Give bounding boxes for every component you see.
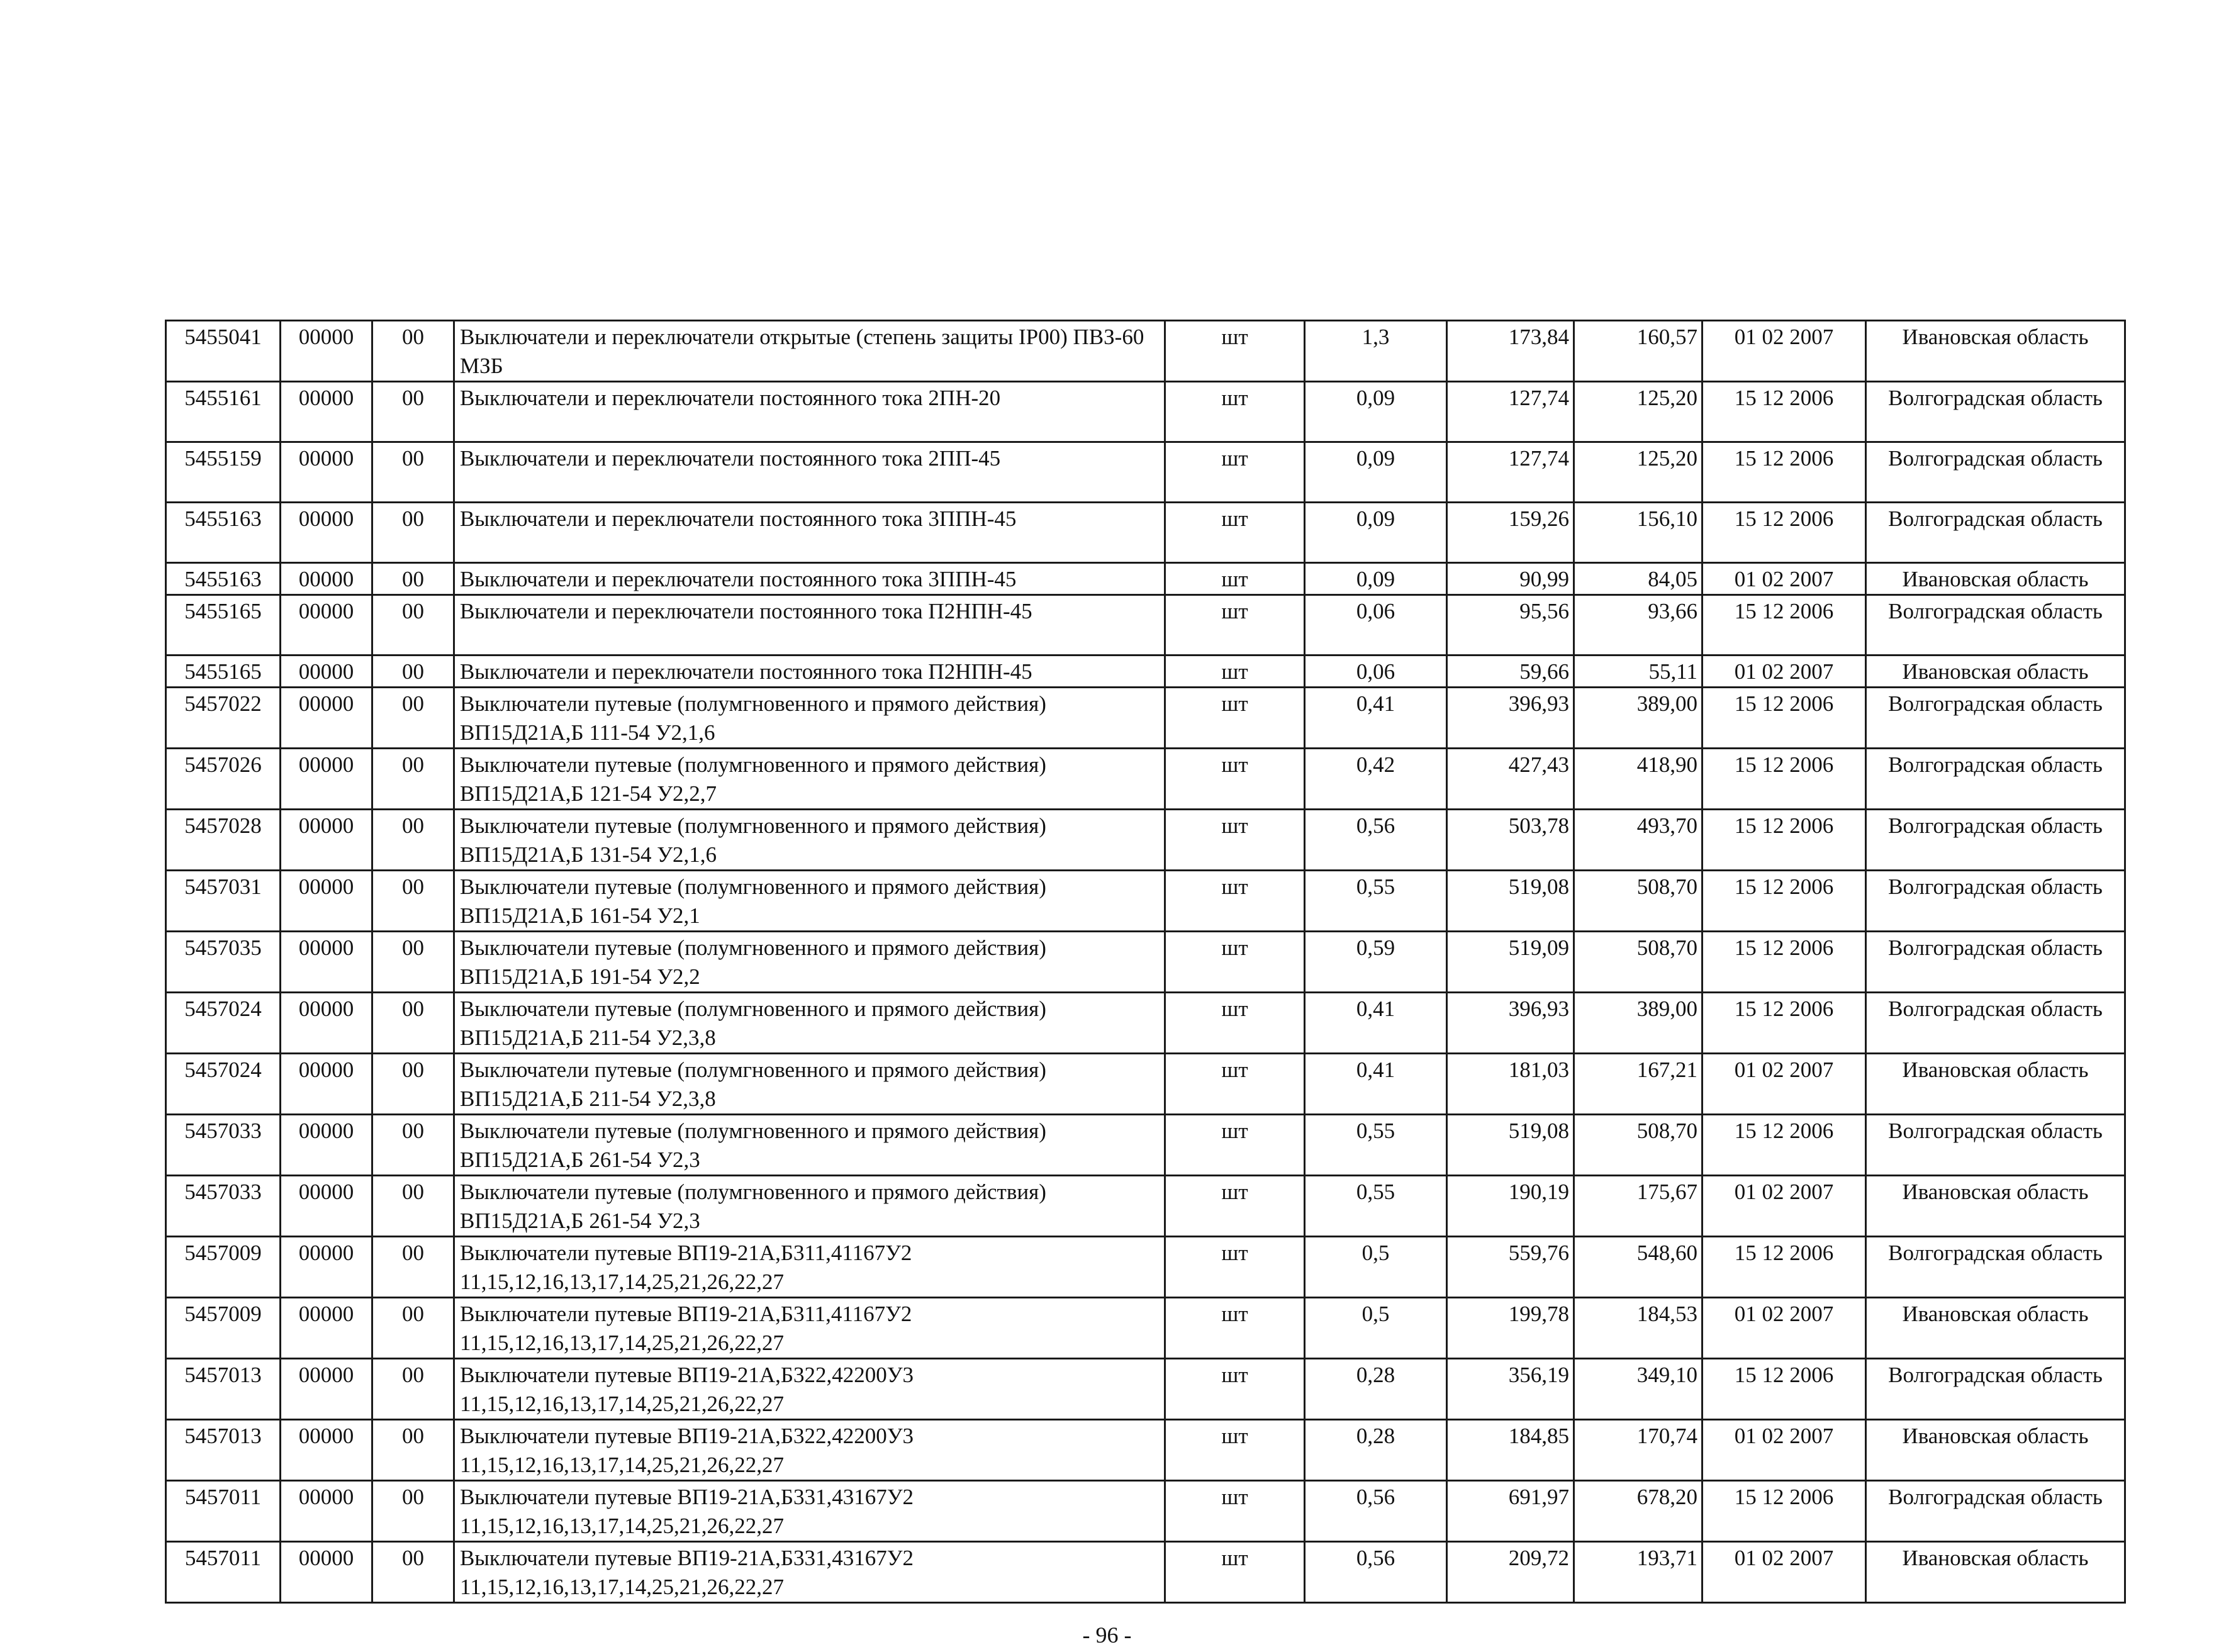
region-cell: Волгоградская область <box>1866 382 2125 442</box>
region-cell: Ивановская область <box>1866 1054 2125 1115</box>
suffix-code-cell: 00 <box>372 382 454 442</box>
resource-name-cell: Выключатели путевые ВП19-21А,Б322,42200У3 11,15,12,16,13,17,14,25,21,26,22,27 <box>454 1420 1165 1481</box>
mass-cell: 0,06 <box>1305 656 1447 688</box>
sub-code-cell: 00000 <box>281 993 372 1054</box>
price-with-vat-cell: 127,74 <box>1447 382 1574 442</box>
price-with-vat-cell: 427,43 <box>1447 749 1574 810</box>
page-number: - 96 - <box>1082 1622 1132 1648</box>
resource-code-cell: 5455159 <box>166 442 281 503</box>
unit-cell: шт <box>1165 993 1305 1054</box>
unit-cell: шт <box>1165 382 1305 442</box>
price-with-vat-cell: 190,19 <box>1447 1176 1574 1237</box>
table-row <box>166 1481 2125 1542</box>
resource-name-cell: Выключатели путевые ВП19-21А,Б311,41167У2 11,15,12,16,13,17,14,25,21,26,22,27 <box>454 1298 1165 1359</box>
date-cell: 15 12 2006 <box>1702 1359 1866 1420</box>
price-without-vat-cell: 125,20 <box>1574 442 1702 503</box>
mass-cell: 0,41 <box>1305 993 1447 1054</box>
mass-cell: 0,59 <box>1305 932 1447 993</box>
unit-cell: шт <box>1165 1481 1305 1542</box>
mass-cell: 0,56 <box>1305 810 1447 871</box>
sub-code-cell: 00000 <box>281 1237 372 1298</box>
date-cell: 15 12 2006 <box>1702 871 1866 932</box>
suffix-code-cell: 00 <box>372 1481 454 1542</box>
mass-cell: 0,42 <box>1305 749 1447 810</box>
price-without-vat-cell: 125,20 <box>1574 382 1702 442</box>
mass-cell: 0,55 <box>1305 871 1447 932</box>
resource-name-cell: Выключатели путевые (полумгновенного и прямого действия) ВП15Д21А,Б 261-54 У2,3 <box>454 1115 1165 1176</box>
resource-name-cell: Выключатели путевые (полумгновенного и прямого действия) ВП15Д21А,Б 111-54 У2,1,6 <box>454 688 1165 749</box>
sub-code-cell: 00000 <box>281 810 372 871</box>
suffix-code-cell: 00 <box>372 1054 454 1115</box>
unit-cell: шт <box>1165 871 1305 932</box>
resource-code-cell: 5455165 <box>166 656 281 688</box>
mass-cell: 0,56 <box>1305 1542 1447 1603</box>
sub-code-cell: 00000 <box>281 1359 372 1420</box>
unit-cell: шт <box>1165 563 1305 595</box>
resource-code-cell: 5457024 <box>166 1054 281 1115</box>
price-without-vat-cell: 93,66 <box>1574 595 1702 656</box>
date-cell: 01 02 2007 <box>1702 656 1866 688</box>
unit-cell: шт <box>1165 1298 1305 1359</box>
price-with-vat-cell: 199,78 <box>1447 1298 1574 1359</box>
resource-name-cell: Выключатели путевые (полумгновенного и прямого действия) ВП15Д21А,Б 191-54 У2,2 <box>454 932 1165 993</box>
price-without-vat-cell: 548,60 <box>1574 1237 1702 1298</box>
table-row <box>166 1420 2125 1481</box>
suffix-code-cell: 00 <box>372 563 454 595</box>
resource-name-cell: Выключатели путевые (полумгновенного и прямого действия) ВП15Д21А,Б 161-54 У2,1 <box>454 871 1165 932</box>
date-cell: 15 12 2006 <box>1702 442 1866 503</box>
date-cell: 15 12 2006 <box>1702 688 1866 749</box>
price-with-vat-cell: 159,26 <box>1447 503 1574 563</box>
resource-code-cell: 5457013 <box>166 1420 281 1481</box>
mass-cell: 0,56 <box>1305 1481 1447 1542</box>
price-without-vat-cell: 508,70 <box>1574 871 1702 932</box>
sub-code-cell: 00000 <box>281 932 372 993</box>
sub-code-cell: 00000 <box>281 749 372 810</box>
date-cell: 15 12 2006 <box>1702 595 1866 656</box>
region-cell: Волгоградская область <box>1866 1237 2125 1298</box>
region-cell: Волгоградская область <box>1866 993 2125 1054</box>
table-row <box>166 749 2125 810</box>
price-with-vat-cell: 59,66 <box>1447 656 1574 688</box>
resource-name-cell: Выключатели и переключатели постоянного тока 3ППН-45 <box>454 563 1165 595</box>
mass-cell: 0,5 <box>1305 1298 1447 1359</box>
price-without-vat-cell: 167,21 <box>1574 1054 1702 1115</box>
sub-code-cell: 00000 <box>281 382 372 442</box>
suffix-code-cell: 00 <box>372 1176 454 1237</box>
unit-cell: шт <box>1165 503 1305 563</box>
resource-code-cell: 5457033 <box>166 1176 281 1237</box>
table-row <box>166 1176 2125 1237</box>
resource-name-cell: Выключатели путевые ВП19-21А,Б311,41167У2 11,15,12,16,13,17,14,25,21,26,22,27 <box>454 1237 1165 1298</box>
price-with-vat-cell: 519,09 <box>1447 932 1574 993</box>
price-with-vat-cell: 519,08 <box>1447 1115 1574 1176</box>
region-cell: Волгоградская область <box>1866 932 2125 993</box>
resource-code-cell: 5455161 <box>166 382 281 442</box>
resource-code-cell: 5455041 <box>166 321 281 382</box>
sub-code-cell: 00000 <box>281 1115 372 1176</box>
mass-cell: 1,3 <box>1305 321 1447 382</box>
price-with-vat-cell: 173,84 <box>1447 321 1574 382</box>
date-cell: 15 12 2006 <box>1702 1115 1866 1176</box>
mass-cell: 0,55 <box>1305 1176 1447 1237</box>
sub-code-cell: 00000 <box>281 688 372 749</box>
resource-code-cell: 5457009 <box>166 1237 281 1298</box>
resource-code-cell: 5457031 <box>166 871 281 932</box>
sub-code-cell: 00000 <box>281 656 372 688</box>
unit-cell: шт <box>1165 810 1305 871</box>
suffix-code-cell: 00 <box>372 932 454 993</box>
sub-code-cell: 00000 <box>281 503 372 563</box>
price-without-vat-cell: 349,10 <box>1574 1359 1702 1420</box>
date-cell: 15 12 2006 <box>1702 1481 1866 1542</box>
sub-code-cell: 00000 <box>281 1054 372 1115</box>
resource-name-cell: Выключатели путевые ВП19-21А,Б331,43167У2 11,15,12,16,13,17,14,25,21,26,22,27 <box>454 1542 1165 1603</box>
suffix-code-cell: 00 <box>372 321 454 382</box>
resource-name-cell: Выключатели путевые (полумгновенного и прямого действия) ВП15Д21А,Б 261-54 У2,3 <box>454 1176 1165 1237</box>
resource-code-cell: 5457022 <box>166 688 281 749</box>
resource-code-cell: 5457011 <box>166 1542 281 1603</box>
date-cell: 15 12 2006 <box>1702 1237 1866 1298</box>
table-row <box>166 442 2125 503</box>
suffix-code-cell: 00 <box>372 749 454 810</box>
date-cell: 01 02 2007 <box>1702 1176 1866 1237</box>
region-cell: Волгоградская область <box>1866 442 2125 503</box>
resource-name-cell: Выключатели путевые ВП19-21А,Б331,43167У2 11,15,12,16,13,17,14,25,21,26,22,27 <box>454 1481 1165 1542</box>
date-cell: 01 02 2007 <box>1702 321 1866 382</box>
unit-cell: шт <box>1165 1359 1305 1420</box>
price-with-vat-cell: 519,08 <box>1447 871 1574 932</box>
resource-code-cell: 5455163 <box>166 503 281 563</box>
price-without-vat-cell: 678,20 <box>1574 1481 1702 1542</box>
price-without-vat-cell: 55,11 <box>1574 656 1702 688</box>
date-cell: 15 12 2006 <box>1702 503 1866 563</box>
table-row <box>166 321 2125 382</box>
price-with-vat-cell: 181,03 <box>1447 1054 1574 1115</box>
mass-cell: 0,41 <box>1305 688 1447 749</box>
region-cell: Ивановская область <box>1866 321 2125 382</box>
unit-cell: шт <box>1165 321 1305 382</box>
unit-cell: шт <box>1165 1054 1305 1115</box>
date-cell: 01 02 2007 <box>1702 1298 1866 1359</box>
sub-code-cell: 00000 <box>281 1298 372 1359</box>
resource-code-cell: 5455165 <box>166 595 281 656</box>
price-without-vat-cell: 156,10 <box>1574 503 1702 563</box>
resource-code-cell: 5457024 <box>166 993 281 1054</box>
resource-name-cell: Выключатели и переключатели постоянного тока П2НПН-45 <box>454 595 1165 656</box>
unit-cell: шт <box>1165 932 1305 993</box>
table-row <box>166 871 2125 932</box>
resource-name-cell: Выключатели путевые (полумгновенного и прямого действия) ВП15Д21А,Б 131-54 У2,1,6 <box>454 810 1165 871</box>
resource-name-cell: Выключатели и переключатели постоянного тока 2ПП-45 <box>454 442 1165 503</box>
resource-code-cell: 5457009 <box>166 1298 281 1359</box>
resource-code-cell: 5455163 <box>166 563 281 595</box>
suffix-code-cell: 00 <box>372 442 454 503</box>
table-row <box>166 688 2125 749</box>
table-row <box>166 563 2125 595</box>
region-cell: Волгоградская область <box>1866 503 2125 563</box>
table-row <box>166 1542 2125 1603</box>
resource-name-cell: Выключатели и переключатели постоянного тока П2НПН-45 <box>454 656 1165 688</box>
suffix-code-cell: 00 <box>372 1420 454 1481</box>
sub-code-cell: 00000 <box>281 871 372 932</box>
mass-cell: 0,09 <box>1305 563 1447 595</box>
table-body <box>166 321 2125 1603</box>
region-cell: Ивановская область <box>1866 1542 2125 1603</box>
resource-code-cell: 5457028 <box>166 810 281 871</box>
table-row <box>166 932 2125 993</box>
sub-code-cell: 00000 <box>281 1481 372 1542</box>
region-cell: Волгоградская область <box>1866 595 2125 656</box>
mass-cell: 0,55 <box>1305 1115 1447 1176</box>
price-table <box>165 320 2126 1604</box>
price-with-vat-cell: 184,85 <box>1447 1420 1574 1481</box>
table-row <box>166 382 2125 442</box>
price-without-vat-cell: 160,57 <box>1574 321 1702 382</box>
unit-cell: шт <box>1165 442 1305 503</box>
suffix-code-cell: 00 <box>372 1359 454 1420</box>
price-without-vat-cell: 508,70 <box>1574 1115 1702 1176</box>
region-cell: Волгоградская область <box>1866 1115 2125 1176</box>
price-with-vat-cell: 90,99 <box>1447 563 1574 595</box>
resource-name-cell: Выключатели путевые (полумгновенного и прямого действия) ВП15Д21А,Б 121-54 У2,2,7 <box>454 749 1165 810</box>
price-without-vat-cell: 493,70 <box>1574 810 1702 871</box>
mass-cell: 0,28 <box>1305 1420 1447 1481</box>
unit-cell: шт <box>1165 656 1305 688</box>
unit-cell: шт <box>1165 1420 1305 1481</box>
price-without-vat-cell: 418,90 <box>1574 749 1702 810</box>
price-with-vat-cell: 396,93 <box>1447 993 1574 1054</box>
region-cell: Ивановская область <box>1866 1420 2125 1481</box>
resource-name-cell: Выключатели путевые ВП19-21А,Б322,42200У3 11,15,12,16,13,17,14,25,21,26,22,27 <box>454 1359 1165 1420</box>
resource-name-cell: Выключатели и переключатели открытые (степень защиты IP00) ПВЗ-60 МЗБ <box>454 321 1165 382</box>
date-cell: 01 02 2007 <box>1702 1054 1866 1115</box>
region-cell: Волгоградская область <box>1866 749 2125 810</box>
resource-name-cell: Выключатели и переключатели постоянного тока 3ППН-45 <box>454 503 1165 563</box>
sub-code-cell: 00000 <box>281 321 372 382</box>
suffix-code-cell: 00 <box>372 1298 454 1359</box>
price-with-vat-cell: 691,97 <box>1447 1481 1574 1542</box>
price-with-vat-cell: 209,72 <box>1447 1542 1574 1603</box>
resource-name-cell: Выключатели путевые (полумгновенного и прямого действия) ВП15Д21А,Б 211-54 У2,3,8 <box>454 1054 1165 1115</box>
region-cell: Ивановская область <box>1866 1298 2125 1359</box>
region-cell: Волгоградская область <box>1866 1359 2125 1420</box>
price-without-vat-cell: 508,70 <box>1574 932 1702 993</box>
table-row <box>166 810 2125 871</box>
sub-code-cell: 00000 <box>281 1176 372 1237</box>
date-cell: 15 12 2006 <box>1702 932 1866 993</box>
suffix-code-cell: 00 <box>372 1542 454 1603</box>
region-cell: Волгоградская область <box>1866 810 2125 871</box>
unit-cell: шт <box>1165 1542 1305 1603</box>
date-cell: 15 12 2006 <box>1702 993 1866 1054</box>
table-row <box>166 595 2125 656</box>
unit-cell: шт <box>1165 688 1305 749</box>
date-cell: 15 12 2006 <box>1702 810 1866 871</box>
sub-code-cell: 00000 <box>281 442 372 503</box>
suffix-code-cell: 00 <box>372 993 454 1054</box>
price-with-vat-cell: 127,74 <box>1447 442 1574 503</box>
table-row <box>166 1237 2125 1298</box>
table-row <box>166 1359 2125 1420</box>
mass-cell: 0,09 <box>1305 442 1447 503</box>
price-with-vat-cell: 559,76 <box>1447 1237 1574 1298</box>
mass-cell: 0,28 <box>1305 1359 1447 1420</box>
price-without-vat-cell: 389,00 <box>1574 688 1702 749</box>
resource-code-cell: 5457011 <box>166 1481 281 1542</box>
resource-name-cell: Выключатели и переключатели постоянного тока 2ПН-20 <box>454 382 1165 442</box>
mass-cell: 0,41 <box>1305 1054 1447 1115</box>
date-cell: 01 02 2007 <box>1702 1542 1866 1603</box>
unit-cell: шт <box>1165 595 1305 656</box>
sub-code-cell: 00000 <box>281 595 372 656</box>
resource-name-cell: Выключатели путевые (полумгновенного и прямого действия) ВП15Д21А,Б 211-54 У2,3,8 <box>454 993 1165 1054</box>
suffix-code-cell: 00 <box>372 1237 454 1298</box>
price-with-vat-cell: 356,19 <box>1447 1359 1574 1420</box>
mass-cell: 0,5 <box>1305 1237 1447 1298</box>
unit-cell: шт <box>1165 1176 1305 1237</box>
resource-code-cell: 5457033 <box>166 1115 281 1176</box>
resource-code-cell: 5457013 <box>166 1359 281 1420</box>
region-cell: Ивановская область <box>1866 563 2125 595</box>
date-cell: 15 12 2006 <box>1702 749 1866 810</box>
suffix-code-cell: 00 <box>372 503 454 563</box>
table-row <box>166 1115 2125 1176</box>
table-row <box>166 993 2125 1054</box>
suffix-code-cell: 00 <box>372 810 454 871</box>
unit-cell: шт <box>1165 1115 1305 1176</box>
table-row <box>166 1054 2125 1115</box>
sub-code-cell: 00000 <box>281 1420 372 1481</box>
region-cell: Волгоградская область <box>1866 1481 2125 1542</box>
price-without-vat-cell: 170,74 <box>1574 1420 1702 1481</box>
region-cell: Волгоградская область <box>1866 688 2125 749</box>
resource-code-cell: 5457035 <box>166 932 281 993</box>
region-cell: Ивановская область <box>1866 656 2125 688</box>
suffix-code-cell: 00 <box>372 656 454 688</box>
region-cell: Ивановская область <box>1866 1176 2125 1237</box>
date-cell: 15 12 2006 <box>1702 382 1866 442</box>
price-with-vat-cell: 396,93 <box>1447 688 1574 749</box>
table-row <box>166 1298 2125 1359</box>
mass-cell: 0,09 <box>1305 382 1447 442</box>
region-cell: Волгоградская область <box>1866 871 2125 932</box>
unit-cell: шт <box>1165 749 1305 810</box>
date-cell: 01 02 2007 <box>1702 1420 1866 1481</box>
sub-code-cell: 00000 <box>281 1542 372 1603</box>
mass-cell: 0,09 <box>1305 503 1447 563</box>
price-with-vat-cell: 503,78 <box>1447 810 1574 871</box>
price-without-vat-cell: 389,00 <box>1574 993 1702 1054</box>
price-without-vat-cell: 84,05 <box>1574 563 1702 595</box>
unit-cell: шт <box>1165 1237 1305 1298</box>
date-cell: 01 02 2007 <box>1702 563 1866 595</box>
resource-code-cell: 5457026 <box>166 749 281 810</box>
price-with-vat-cell: 95,56 <box>1447 595 1574 656</box>
suffix-code-cell: 00 <box>372 595 454 656</box>
sub-code-cell: 00000 <box>281 563 372 595</box>
suffix-code-cell: 00 <box>372 688 454 749</box>
mass-cell: 0,06 <box>1305 595 1447 656</box>
price-without-vat-cell: 184,53 <box>1574 1298 1702 1359</box>
price-without-vat-cell: 175,67 <box>1574 1176 1702 1237</box>
price-without-vat-cell: 193,71 <box>1574 1542 1702 1603</box>
table-row <box>166 503 2125 563</box>
suffix-code-cell: 00 <box>372 871 454 932</box>
suffix-code-cell: 00 <box>372 1115 454 1176</box>
table-row <box>166 656 2125 688</box>
